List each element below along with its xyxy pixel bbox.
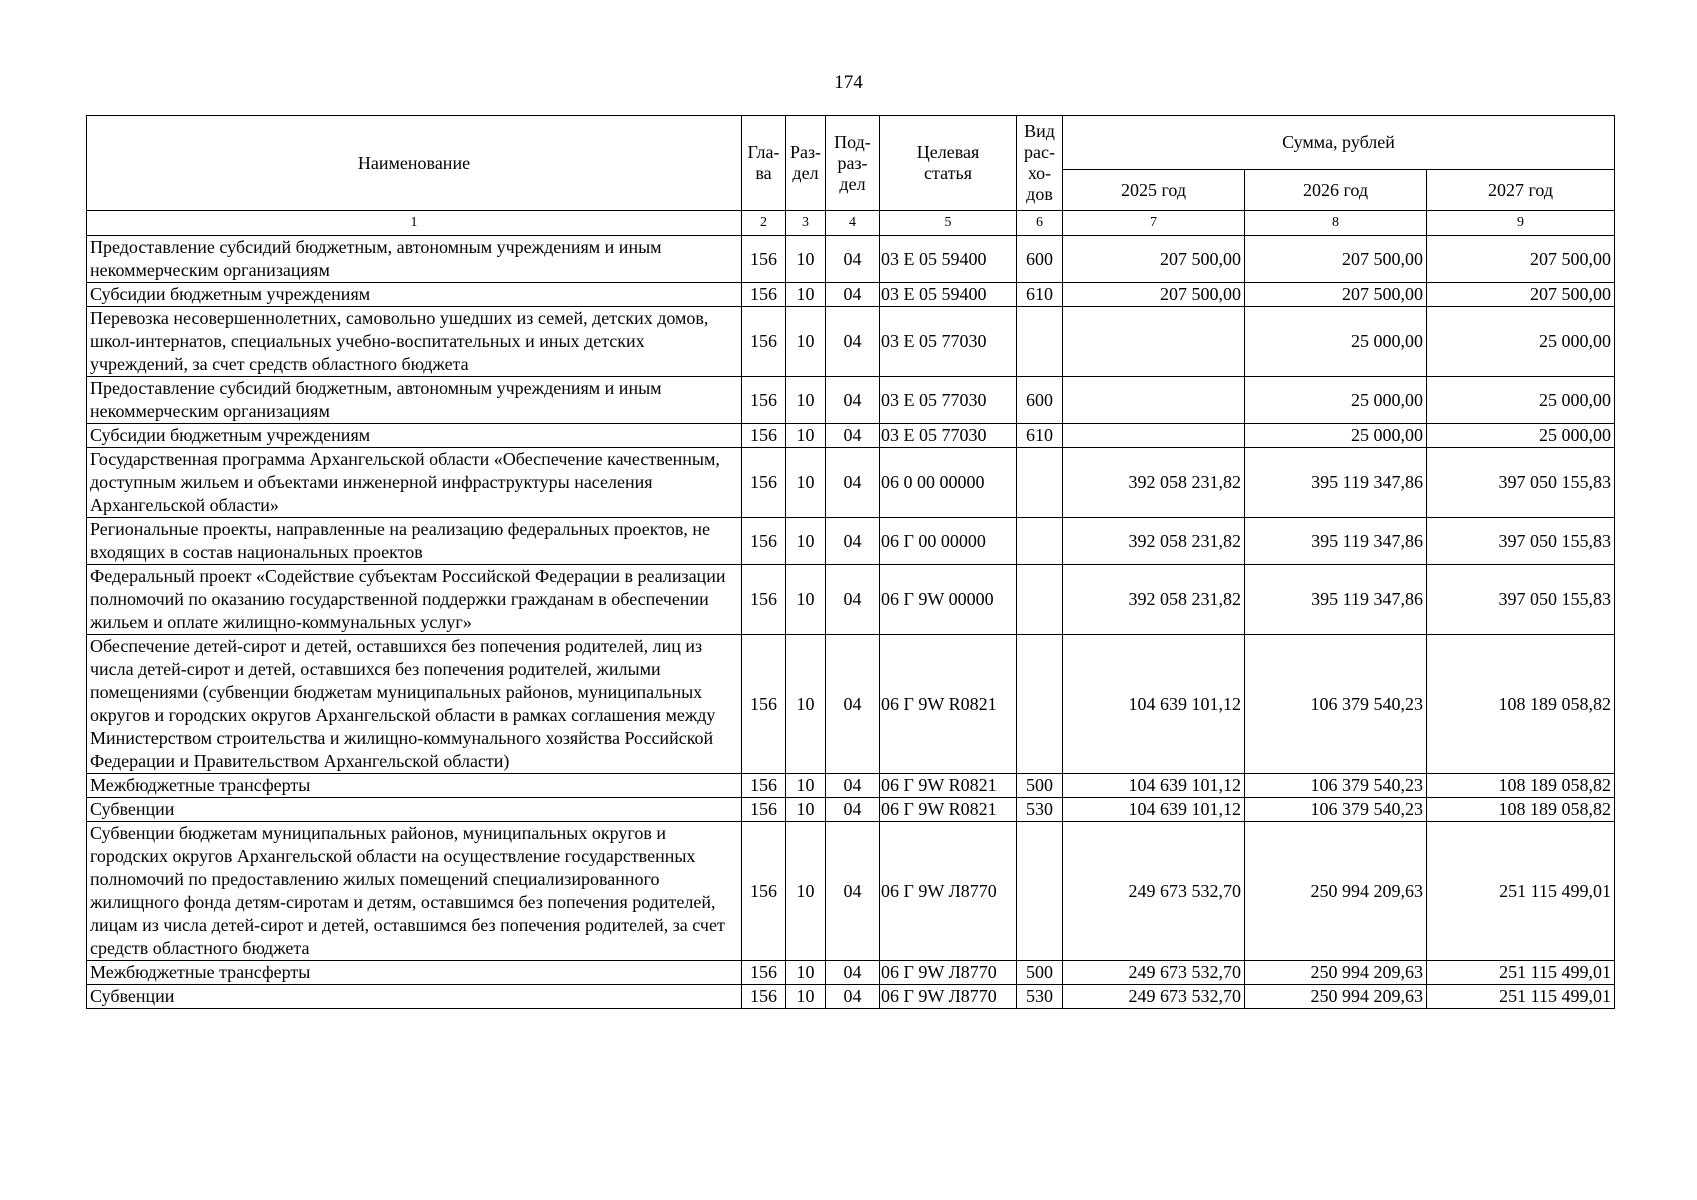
table-row (87, 236, 1615, 283)
row-target-article: 06 Г 00 00000 (880, 518, 1017, 565)
row-subsection: 04 (826, 565, 880, 635)
row-section: 10 (786, 307, 826, 377)
column-number: 8 (1245, 211, 1427, 236)
row-amount-2027: 207 500,00 (1427, 236, 1615, 283)
row-subsection: 04 (826, 798, 880, 822)
header-year-2027: 2027 год (1427, 170, 1615, 211)
row-chapter: 156 (742, 377, 786, 424)
row-chapter: 156 (742, 424, 786, 448)
row-expense-type (1017, 518, 1063, 565)
header-subsection: Под- раз- дел (826, 116, 880, 211)
table-row (87, 307, 1615, 377)
row-amount-2026: 25 000,00 (1245, 377, 1427, 424)
header-year-2026: 2026 год (1245, 170, 1427, 211)
row-target-article: 06 Г 9W Л8770 (880, 822, 1017, 961)
row-target-article: 06 Г 9W Л8770 (880, 961, 1017, 985)
row-section: 10 (786, 961, 826, 985)
page-number: 174 (834, 72, 863, 93)
row-target-article: 03 Е 05 77030 (880, 377, 1017, 424)
row-amount-2026: 395 119 347,86 (1245, 448, 1427, 518)
row-section: 10 (786, 448, 826, 518)
column-number: 5 (880, 211, 1017, 236)
row-amount-2025: 249 673 532,70 (1063, 961, 1245, 985)
row-amount-2025: 104 639 101,12 (1063, 798, 1245, 822)
row-subsection: 04 (826, 424, 880, 448)
row-amount-2027: 251 115 499,01 (1427, 985, 1615, 1009)
table-row (87, 283, 1615, 307)
row-subsection: 04 (826, 635, 880, 774)
row-subsection: 04 (826, 822, 880, 961)
row-amount-2026: 250 994 209,63 (1245, 822, 1427, 961)
row-section: 10 (786, 236, 826, 283)
row-amount-2025: 392 058 231,82 (1063, 448, 1245, 518)
row-name: Субсидии бюджетным учреждениям (87, 424, 742, 448)
row-section: 10 (786, 985, 826, 1009)
budget-table (86, 115, 1615, 1009)
row-amount-2026: 25 000,00 (1245, 307, 1427, 377)
table-row (87, 635, 1615, 774)
row-name: Федеральный проект «Содействие субъектам Российской Федерации в реализации полномочий по оказанию государственной поддержки гражданам в обеспечении жильем и оплате жилищно-коммунальных услуг» (87, 565, 742, 635)
row-amount-2025: 104 639 101,12 (1063, 635, 1245, 774)
row-amount-2025 (1063, 307, 1245, 377)
row-amount-2025 (1063, 377, 1245, 424)
header-sum: Сумма, рублей (1063, 116, 1615, 170)
row-subsection: 04 (826, 283, 880, 307)
row-amount-2025: 249 673 532,70 (1063, 985, 1245, 1009)
row-name: Государственная программа Архангельской области «Обеспечение качественным, доступным жильем и объектами инженерной инфраструктуры населения Архангельской области» (87, 448, 742, 518)
row-amount-2027: 397 050 155,83 (1427, 448, 1615, 518)
row-section: 10 (786, 377, 826, 424)
row-section: 10 (786, 635, 826, 774)
table-row (87, 822, 1615, 961)
table-row (87, 985, 1615, 1009)
row-amount-2025: 104 639 101,12 (1063, 774, 1245, 798)
row-section: 10 (786, 424, 826, 448)
row-amount-2027: 207 500,00 (1427, 283, 1615, 307)
column-number: 1 (87, 211, 742, 236)
row-expense-type (1017, 448, 1063, 518)
row-amount-2026: 250 994 209,63 (1245, 985, 1427, 1009)
row-amount-2026: 395 119 347,86 (1245, 518, 1427, 565)
header-section: Раз- дел (786, 116, 826, 211)
row-target-article: 03 Е 05 59400 (880, 236, 1017, 283)
row-subsection: 04 (826, 985, 880, 1009)
row-expense-type: 530 (1017, 798, 1063, 822)
row-amount-2025: 207 500,00 (1063, 283, 1245, 307)
row-subsection: 04 (826, 448, 880, 518)
row-expense-type: 530 (1017, 985, 1063, 1009)
column-number: 3 (786, 211, 826, 236)
column-number: 7 (1063, 211, 1245, 236)
row-chapter: 156 (742, 236, 786, 283)
row-chapter: 156 (742, 283, 786, 307)
header-target: Целевая статья (880, 116, 1017, 211)
row-expense-type (1017, 822, 1063, 961)
row-amount-2026: 250 994 209,63 (1245, 961, 1427, 985)
row-name: Межбюджетные трансферты (87, 961, 742, 985)
row-target-article: 06 Г 9W 00000 (880, 565, 1017, 635)
row-expense-type: 610 (1017, 283, 1063, 307)
row-chapter: 156 (742, 798, 786, 822)
table-row (87, 774, 1615, 798)
row-subsection: 04 (826, 236, 880, 283)
row-amount-2026: 106 379 540,23 (1245, 798, 1427, 822)
column-number: 2 (742, 211, 786, 236)
row-amount-2026: 207 500,00 (1245, 283, 1427, 307)
row-chapter: 156 (742, 774, 786, 798)
table-row (87, 565, 1615, 635)
row-expense-type: 500 (1017, 961, 1063, 985)
column-number: 9 (1427, 211, 1615, 236)
column-numbers-row (87, 211, 1615, 236)
column-number: 4 (826, 211, 880, 236)
row-expense-type (1017, 307, 1063, 377)
table-row (87, 518, 1615, 565)
header-name: Наименование (87, 116, 742, 211)
row-amount-2027: 397 050 155,83 (1427, 518, 1615, 565)
table-row (87, 961, 1615, 985)
row-subsection: 04 (826, 307, 880, 377)
row-subsection: 04 (826, 774, 880, 798)
row-expense-type (1017, 565, 1063, 635)
row-section: 10 (786, 774, 826, 798)
row-amount-2027: 25 000,00 (1427, 424, 1615, 448)
row-chapter: 156 (742, 448, 786, 518)
row-name: Субвенции (87, 985, 742, 1009)
row-chapter: 156 (742, 961, 786, 985)
table-row (87, 448, 1615, 518)
table-row (87, 377, 1615, 424)
row-name: Межбюджетные трансферты (87, 774, 742, 798)
row-amount-2025: 207 500,00 (1063, 236, 1245, 283)
row-amount-2027: 108 189 058,82 (1427, 635, 1615, 774)
row-amount-2025: 392 058 231,82 (1063, 518, 1245, 565)
row-section: 10 (786, 822, 826, 961)
row-name: Региональные проекты, направленные на реализацию федеральных проектов, не входящих в состав национальных проектов (87, 518, 742, 565)
row-name: Предоставление субсидий бюджетным, автономным учреждениям и иным некоммерческим организациям (87, 236, 742, 283)
row-name: Обеспечение детей-сирот и детей, оставшихся без попечения родителей, лиц из числа детей-сирот и детей, оставшихся без попечения родителей, жилыми помещениями (субвенции бюджетам муниципальных районов, муниципальных округов и городских округов Архангельской области в рамках соглашения между Министерством строительства и жилищно-коммунального хозяйства Российской Федерации и Правительством Архангельской области) (87, 635, 742, 774)
header-chapter: Гла- ва (742, 116, 786, 211)
row-chapter: 156 (742, 635, 786, 774)
table-row (87, 424, 1615, 448)
row-amount-2027: 251 115 499,01 (1427, 822, 1615, 961)
row-chapter: 156 (742, 518, 786, 565)
row-name: Субсидии бюджетным учреждениям (87, 283, 742, 307)
row-expense-type (1017, 635, 1063, 774)
row-target-article: 03 Е 05 77030 (880, 424, 1017, 448)
row-section: 10 (786, 283, 826, 307)
row-name: Предоставление субсидий бюджетным, автономным учреждениям и иным некоммерческим организациям (87, 377, 742, 424)
row-amount-2026: 395 119 347,86 (1245, 565, 1427, 635)
row-subsection: 04 (826, 518, 880, 565)
row-subsection: 04 (826, 377, 880, 424)
row-chapter: 156 (742, 822, 786, 961)
row-subsection: 04 (826, 961, 880, 985)
row-section: 10 (786, 565, 826, 635)
row-chapter: 156 (742, 985, 786, 1009)
row-amount-2027: 397 050 155,83 (1427, 565, 1615, 635)
row-target-article: 06 0 00 00000 (880, 448, 1017, 518)
row-target-article: 03 Е 05 59400 (880, 283, 1017, 307)
row-chapter: 156 (742, 307, 786, 377)
row-target-article: 06 Г 9W R0821 (880, 635, 1017, 774)
row-amount-2026: 106 379 540,23 (1245, 635, 1427, 774)
row-amount-2025 (1063, 424, 1245, 448)
row-target-article: 06 Г 9W Л8770 (880, 985, 1017, 1009)
row-amount-2026: 25 000,00 (1245, 424, 1427, 448)
row-amount-2027: 25 000,00 (1427, 377, 1615, 424)
row-amount-2027: 25 000,00 (1427, 307, 1615, 377)
row-amount-2027: 108 189 058,82 (1427, 798, 1615, 822)
row-amount-2025: 249 673 532,70 (1063, 822, 1245, 961)
row-expense-type: 500 (1017, 774, 1063, 798)
row-target-article: 06 Г 9W R0821 (880, 798, 1017, 822)
row-amount-2025: 392 058 231,82 (1063, 565, 1245, 635)
row-section: 10 (786, 518, 826, 565)
table-row (87, 798, 1615, 822)
row-target-article: 06 Г 9W R0821 (880, 774, 1017, 798)
row-name: Субвенции (87, 798, 742, 822)
row-name: Перевозка несовершеннолетних, самовольно ушедших из семей, детских домов, школ-интернатов, специальных учебно-воспитательных и иных детских учреждений, за счет средств областного бюджета (87, 307, 742, 377)
row-amount-2026: 106 379 540,23 (1245, 774, 1427, 798)
row-section: 10 (786, 798, 826, 822)
column-number: 6 (1017, 211, 1063, 236)
row-expense-type: 600 (1017, 377, 1063, 424)
header-exptype: Вид рас- хо- дов (1017, 116, 1063, 211)
row-target-article: 03 Е 05 77030 (880, 307, 1017, 377)
row-amount-2027: 251 115 499,01 (1427, 961, 1615, 985)
header-year-2025: 2025 год (1063, 170, 1245, 211)
row-chapter: 156 (742, 565, 786, 635)
row-amount-2026: 207 500,00 (1245, 236, 1427, 283)
row-name: Субвенции бюджетам муниципальных районов, муниципальных округов и городских округов Архангельской области на осуществление государственных полномочий по предоставлению жилых помещений специализированного жилищного фонда детям-сиротам и детям, оставшимся без попечения родителей, лицам из числа детей-сирот и детей, оставшимся без попечения родителей, за счет средств областного бюджета (87, 822, 742, 961)
row-expense-type: 600 (1017, 236, 1063, 283)
row-amount-2027: 108 189 058,82 (1427, 774, 1615, 798)
row-expense-type: 610 (1017, 424, 1063, 448)
